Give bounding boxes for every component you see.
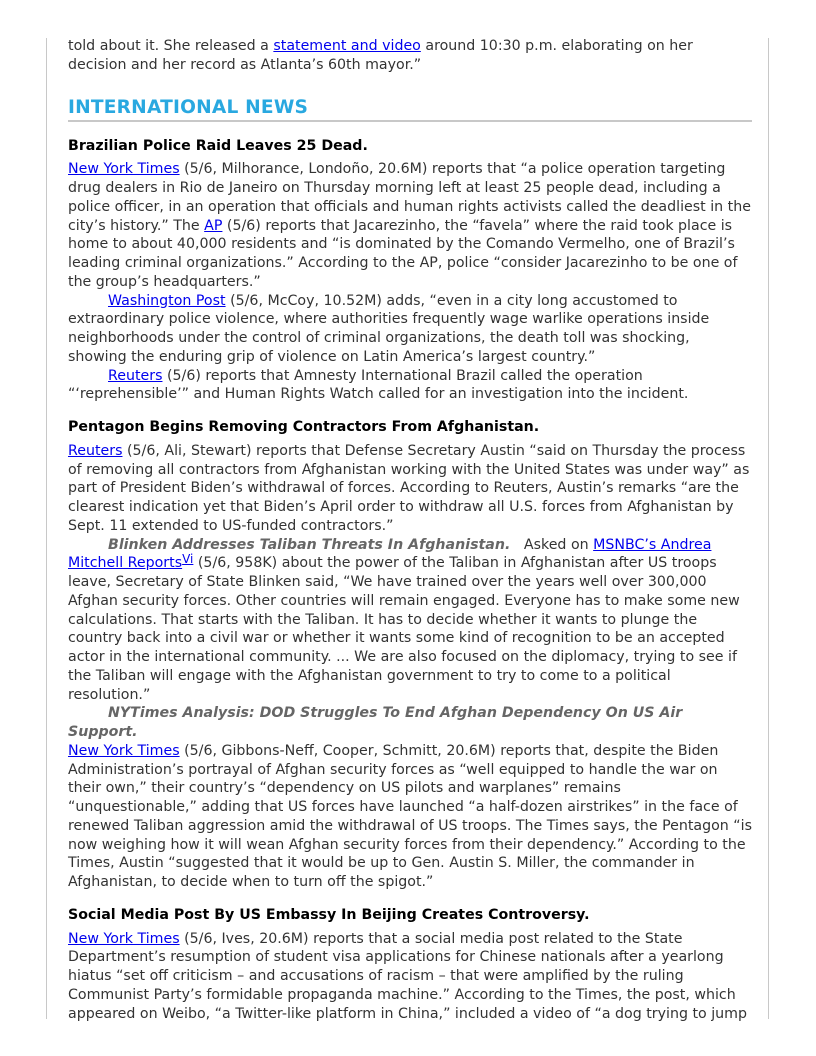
- story1-paragraph-3: [68, 367, 752, 405]
- story1-paragraph-2: [68, 292, 752, 367]
- story3-text: (5/6, Ives, 20.6M) reports that a social media post related to the State Department’s resumption of student visa applications for Chinese nationals after a yearlong hiatus “set off criticism – and accusations of racism – that were amplified by the ruling Communist Party’s formidable propaganda machine.” According to the Times, the post, which appeared on Weibo, “a Twitter-like platform in China,” included a video of “a dog trying to jump: [68, 930, 748, 1022]
- statement-and-video-link[interactable]: statement and video: [273, 38, 421, 54]
- reuters-link[interactable]: Reuters: [108, 367, 163, 384]
- story2-text: (5/6, Ali, Stewart) reports that Defense Secretary Austin “said on Thursday the process of removing all contractors from Afghanistan working with the United States was under way” as part of President Biden’s withdrawal of forces. According to Reuters, Austin’s remarks “are the clearest indication yet that Biden’s April order to withdraw all U.S. forces from Afghanistan by Sept. 11 extended to US-funded contractors.”: [68, 442, 750, 534]
- story1-text: (5/6, Milhorance, Londoño, 20.6M) reports that “a police operation targeting drug dealers in Rio de Janeiro on Thursday morning left at least 25 people dead, including a police officer, in an operation that officials and human rights activists called the deadliest in the city’s history.” The: [68, 161, 751, 234]
- intro-text: told about it. She released a: [68, 38, 274, 54]
- intro-paragraph: [68, 37, 752, 75]
- story3-paragraph-1: [68, 930, 752, 1024]
- headline-us-embassy-beijing: Social Media Post By US Embassy In Beijing Creates Controversy.: [68, 906, 590, 923]
- page-border-right: [768, 38, 769, 1019]
- newsletter-body: [68, 37, 752, 1023]
- section-title-international-news: INTERNATIONAL NEWS: [68, 96, 752, 122]
- story2-p2-lead: Asked on: [510, 536, 594, 553]
- story2-paragraph-4: [68, 742, 752, 892]
- story2-paragraph-2: [68, 536, 752, 705]
- story2-p2-text: (5/6, 958K) about the power of the Taliban in Afghanistan after US troops leave, Secretary of State Blinken said, “We have trained over the years well over 300,000 Afghan security forces. Other countries will remain engaged. Everyone has to make some new calculations. That starts with the Taliban. It has to decide whether it wants to plunge the country back into a civil war or whether it wants some kind of recognition to be an accepted actor in the international community. ... We are also focused on the diplomacy, trying to see if the Taliban will engage with the Afghanistan government to try to come to a political resolution.”: [68, 555, 740, 703]
- intro-text-end: around 10:30 p.m. elaborating on her decision and her record as Atlanta’s 60th mayor.”: [68, 38, 693, 73]
- reuters-link[interactable]: Reuters: [68, 442, 123, 459]
- new-york-times-link[interactable]: New York Times: [68, 930, 180, 947]
- story2-paragraph-3: [68, 704, 752, 742]
- subhead-nytimes-analysis: NYTimes Analysis: DOD Struggles To End Afghan Dependency On US Air Support.: [68, 705, 683, 740]
- video-link[interactable]: Vi: [182, 552, 194, 567]
- ap-link[interactable]: AP: [204, 217, 223, 234]
- story1-p3-text: (5/6) reports that Amnesty International Brazil called the operation “‘reprehensible’” and Human Rights Watch called for an investigation into the incident.: [68, 367, 689, 403]
- new-york-times-link[interactable]: New York Times: [68, 742, 180, 759]
- msnbc-link[interactable]: MSNBC’s Andrea Mitchell Reports: [68, 536, 712, 572]
- page-border-left: [46, 38, 47, 1019]
- new-york-times-link[interactable]: New York Times: [68, 161, 180, 178]
- story2-paragraph-1: [68, 442, 752, 536]
- washington-post-link[interactable]: Washington Post: [108, 292, 226, 309]
- story2-p3-text: (5/6, Gibbons-Neff, Cooper, Schmitt, 20.6M) reports that, despite the Biden Administration’s portrayal of Afghan security forces as “well equipped to handle the war on their own,” their country’s “dependency on US pilots and warplanes” remains “unquestionable,” adding that US forces have launched “a half-dozen airstrikes” in the face of renewed Taliban aggression amid the withdrawal of US troops. The Times says, the Pentagon “is now weighing how it will wean Afghan security forces from their dependency.” According to the Times, Austin “suggested that it would be up to Gen. Austin S. Miller, the commander in Afghanistan, to decide when to turn off the spigot.”: [68, 742, 752, 890]
- story1-paragraph-1: [68, 160, 752, 291]
- subhead-blinken: Blinken Addresses Taliban Threats In Afghanistan.: [108, 536, 511, 553]
- headline-brazil-raid: Brazilian Police Raid Leaves 25 Dead.: [68, 137, 368, 154]
- headline-pentagon-contractors: Pentagon Begins Removing Contractors From Afghanistan.: [68, 419, 540, 435]
- story1-text-cont: (5/6) reports that Jacarezinho, the “favela” where the raid took place is home to about 40,000 residents and “is dominated by the Comando Vermelho, one of Brazil’s leading criminal organizations.” According to the AP, police “consider Jacarezinho to be one of the group’s headquarters.”: [68, 217, 738, 290]
- story1-p2-text: (5/6, McCoy, 10.52M) adds, “even in a city long accustomed to extraordinary police violence, where authorities frequently wage warlike operations inside neighborhoods under the control of criminal organizations, the death toll was shocking, showing the enduring grip of violence on Latin America’s largest country.”: [68, 292, 710, 365]
